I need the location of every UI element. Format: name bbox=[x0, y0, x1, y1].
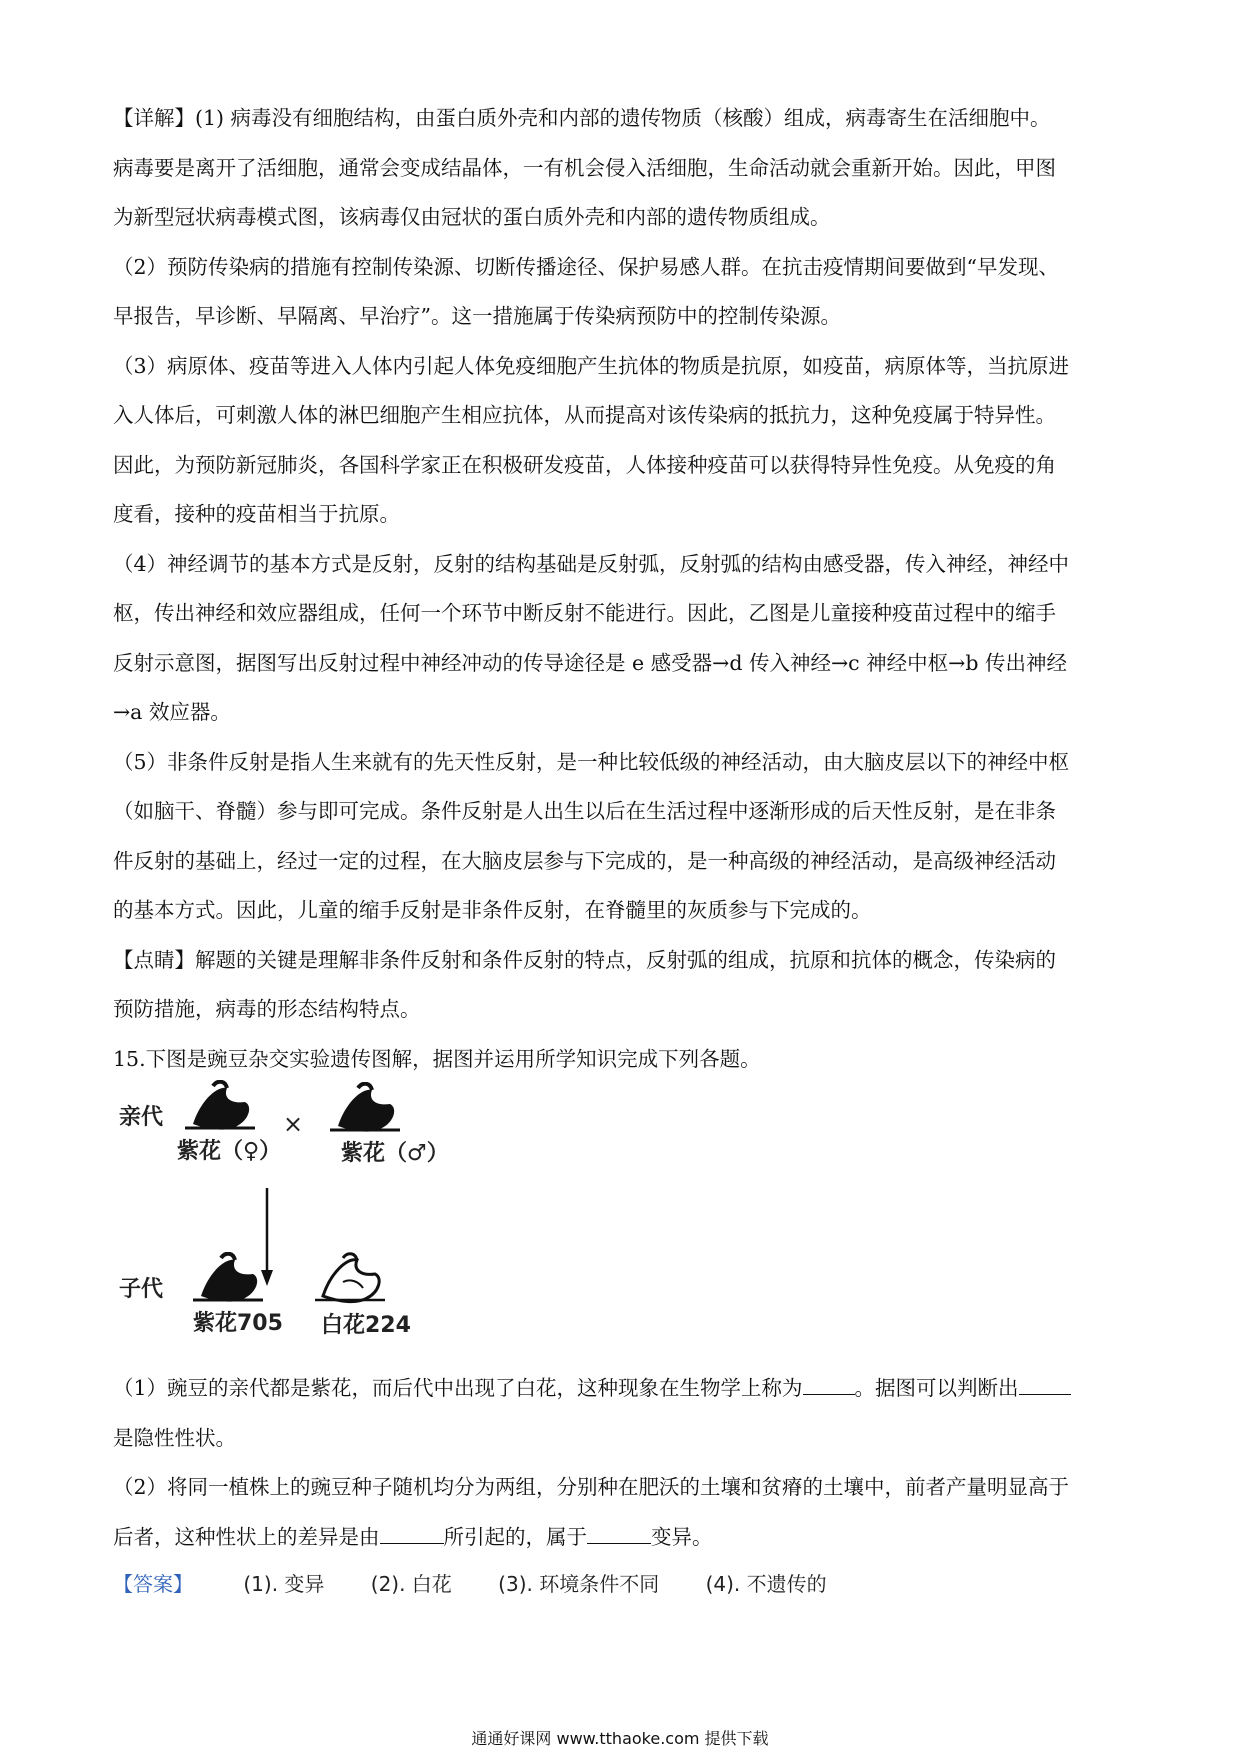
question-intro: 15.下图是豌豆杂交实验遗传图解，据图并运用所学知识完成下列各题。 bbox=[113, 1046, 761, 1071]
key-point-line: 预防措施，病毒的形态结构特点。 bbox=[113, 997, 421, 1021]
detail-section bbox=[113, 94, 1133, 1084]
answer-blank bbox=[1019, 1376, 1071, 1395]
answer-row bbox=[113, 1568, 867, 1597]
answer-item: (1). 变异 bbox=[243, 1572, 325, 1596]
detail-line: （4）神经调节的基本方式是反射，反射的结构基础是反射弧，反射弧的结构由感受器，传入神经，神经中 bbox=[113, 551, 1070, 576]
detail-line: 的基本方式。因此，儿童的缩手反射是非条件反射，在脊髓里的灰质参与下完成的。 bbox=[113, 898, 872, 922]
child2-label: 白花224 bbox=[321, 1313, 411, 1338]
answer-item: (4). 不遗传的 bbox=[705, 1572, 827, 1596]
detail-line: 度看，接种的疫苗相当于抗原。 bbox=[113, 502, 400, 526]
detail-line: 入人体后，可刺激人体的淋巴细胞产生相应抗体，从而提高对该传染病的抵抗力，这种免疫属于特异性。 bbox=[113, 403, 1056, 427]
question-2-text: 变异。 bbox=[651, 1524, 713, 1549]
answer-tag: 【答案】 bbox=[113, 1572, 193, 1596]
detail-line: 件反射的基础上，经过一定的过程，在大脑皮层参与下完成的，是一种高级的神经活动，是高级神经活动 bbox=[113, 848, 1056, 873]
key-point-line: 【点睛】解题的关键是理解非条件反射和条件反射的特点，反射弧的组成，抗原和抗体的概念，传染病的 bbox=[113, 947, 1056, 972]
parent1-label: 紫花（♀） bbox=[177, 1139, 282, 1164]
page-footer: 通通好课网 www.tthaoke.com 提供下载 bbox=[471, 1729, 769, 1748]
detail-line: （2）预防传染病的措施有控制传染源、切断传播途径、保护易感人群。在抗击疫情期间要做到“早发现、 bbox=[113, 254, 1060, 279]
detail-line: （如脑干、脊髓）参与即可完成。条件反射是人出生以后在生活过程中逐渐形成的后天性反射，是在非条 bbox=[113, 799, 1056, 823]
question-2-text: 后者，这种性状上的差异是由 bbox=[113, 1524, 380, 1549]
purple-flower-icon bbox=[191, 1252, 271, 1308]
question-1-line: 是隐性性状。 bbox=[113, 1425, 236, 1450]
answer-blank bbox=[587, 1525, 651, 1544]
detail-line: （3）病原体、疫苗等进入人体内引起人体免疫细胞产生抗体的物质是抗原，如疫苗，病原体等，当抗原进 bbox=[113, 353, 1070, 378]
cross-symbol: × bbox=[283, 1110, 304, 1138]
answer-item: (3). 环境条件不同 bbox=[498, 1572, 660, 1596]
detail-line: 枢，传出神经和效应器组成，任何一个环节中断反射不能进行。因此，乙图是儿童接种疫苗过程中的缩手 bbox=[113, 601, 1056, 625]
detail-line: 因此，为预防新冠肺炎，各国科学家正在积极研发疫苗，人体接种疫苗可以获得特异性免疫。从免疫的角 bbox=[113, 452, 1056, 477]
parent2-label: 紫花（♂） bbox=[341, 1141, 449, 1166]
purple-flower-icon bbox=[183, 1080, 263, 1136]
question-2-text: 所引起的，属于 bbox=[443, 1524, 587, 1549]
question-2-line bbox=[113, 1513, 1133, 1563]
detail-line: 【详解】(1) 病毒没有细胞结构，由蛋白质外壳和内部的遗传物质（核酸）组成，病毒寄生在活细胞中。 bbox=[113, 106, 1051, 130]
question-section bbox=[113, 1364, 1133, 1562]
detail-line: →a 效应器。 bbox=[113, 700, 231, 724]
white-flower-icon bbox=[313, 1252, 393, 1308]
child1-label: 紫花705 bbox=[193, 1311, 283, 1336]
answer-blank bbox=[803, 1376, 855, 1395]
question-2-line: （2）将同一植株上的豌豆种子随机均分为两组，分别种在肥沃的土壤和贫瘠的土壤中，前者产量明显高于 bbox=[113, 1475, 1070, 1499]
detail-line: 为新型冠状病毒模式图，该病毒仅由冠状的蛋白质外壳和内部的遗传物质组成。 bbox=[113, 205, 831, 229]
parent-generation-label: 亲代 bbox=[119, 1105, 164, 1130]
question-1-text: 。据图可以判断出 bbox=[854, 1376, 1019, 1400]
detail-line: 病毒要是离开了活细胞，通常会变成结晶体，一有机会侵入活细胞，生命活动就会重新开始。因此，甲图 bbox=[113, 155, 1056, 180]
pea-cross-diagram bbox=[113, 1080, 533, 1360]
purple-flower-icon bbox=[328, 1082, 408, 1138]
detail-line: 早报告，早诊断、早隔离、早治疗”。这一措施属于传染病预防中的控制传染源。 bbox=[113, 304, 841, 328]
detail-line: （5）非条件反射是指人生来就有的先天性反射，是一种比较低级的神经活动，由大脑皮层以下的神经中枢 bbox=[113, 749, 1070, 774]
answer-blank bbox=[380, 1525, 444, 1544]
question-1-text: （1）豌豆的亲代都是紫花，而后代中出现了白花，这种现象在生物学上称为 bbox=[113, 1376, 803, 1400]
detail-line: 反射示意图，据图写出反射过程中神经冲动的传导途径是 e 感受器→d 传入神经→c 神经中枢→b 传出神经 bbox=[113, 650, 1067, 675]
question-1-line bbox=[113, 1364, 1133, 1414]
answer-item: (2). 白花 bbox=[370, 1572, 452, 1596]
offspring-generation-label: 子代 bbox=[119, 1277, 164, 1302]
